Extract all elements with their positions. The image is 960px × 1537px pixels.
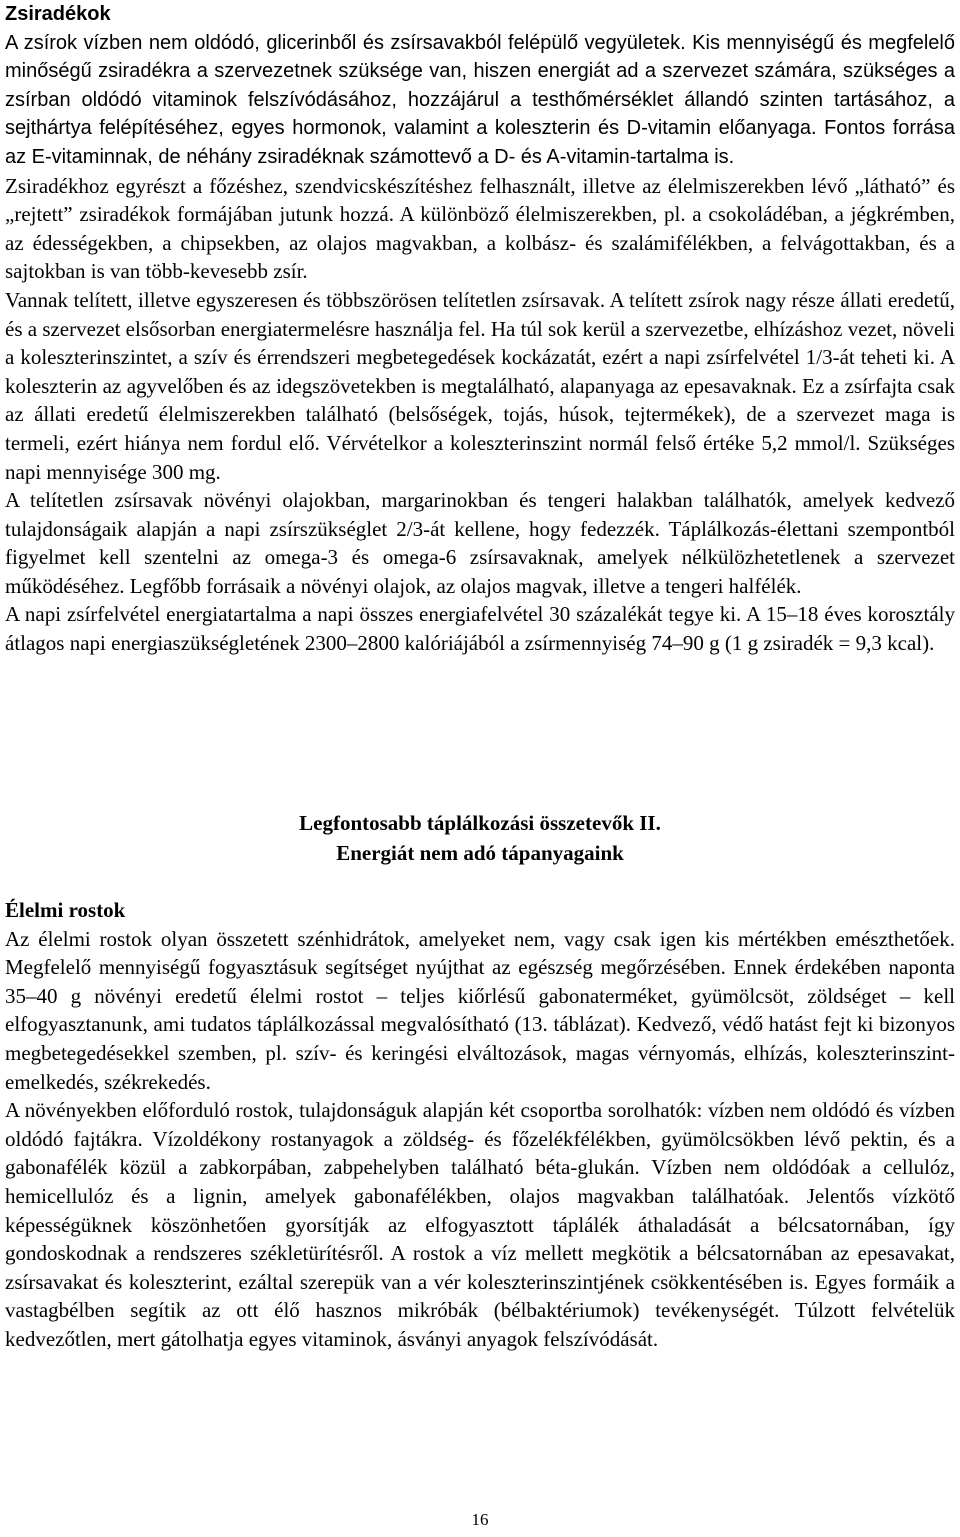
paragraph: A növényekben előforduló rostok, tulajdonságuk alapján két csoportba sorolhatók: vízben nem oldódó és vízben oldódó fajtákra. Vízoldékony rostanyagok a zöldség- és főzelékfélékben, gyümölcsökben lévő pektin, és a gabonafélék közül a zabkorpában, zabpehelyben található béta-glukán. Vízben nem oldódóak a cellulóz, hemicellulóz és a lignin, amelyek gabonafélékben, olajos magvakban találhatóak. Jelentős vízkötő képességüknek köszönhetően gyorsítják az elfogyasztott táplálék áthaladását a bélcsatornában, így gondoskodnak a rendszeres székletürítésről. A rostok a víz mellett megkötik a bélcsatornában az epesavakat, zsírsavakat és koleszterint, ezáltal szerepük van a vér koleszterinszintjének csökkentésében is. Egyes formáik a vastagbélben segítik az ott élő hasznos mikróbák (bélbaktériumok) tevékenységét. Túlzott felvételük kedvezőtlen, mert gátolhatja egyes vitaminok, ásványi anyagok felszívódását. [5, 1098, 955, 1351]
section-elelmi-rostok [5, 896, 955, 1354]
chapter-title: Legfontosabb táplálkozási összetevők II. [299, 811, 661, 835]
chapter-subtitle: Energiát nem adó tápanyagaink [336, 841, 624, 865]
paragraph: A zsírok vízben nem oldódó, glicerinből és zsírsavakból felépülő vegyületek. Kis mennyiségű és megfelelő minőségű zsiradékra a szervezetnek szüksége van, hiszen energiát ad a szervezet számára, szükséges a zsírban oldódó vitaminok felszívódásához, hozzájárul a testhőmérséklet állandó szinten tartásához, a sejthártya felépítéséhez, egyes hormonok, valamint a koleszterin és D-vitamin előanyaga. Fontos forrása az E-vitaminnak, de néhány zsiradéknak számottevő a D- és A-vitamin-tartalma is. [5, 31, 955, 168]
paragraph: A napi zsírfelvétel energiatartalma a napi összes energiafelvétel 30 százalékát tegye ki. A 15–18 éves korosztály átlagos napi energiaszükségletének 2300–2800 kalóriájából a zsírmennyiség 74–90 g (1 g zsiradék = 9,3 kcal). [5, 602, 955, 656]
page-number: 16 [471, 1510, 489, 1529]
paragraph: Zsiradékhoz egyrészt a főzéshez, szendvicskészítéshez felhasznált, illetve az élelmiszerekben lévő „látható” és „rejtett” zsiradékok formájában jutunk hozzá. A különböző élelmiszerekben, pl. a csokoládéban, a jégkrémben, az édességekben, a chipsekben, az olajos magvakban, a kolbász- és szalámifélékben, a felvágottakban, és a sajtokban is van több-kevesebb zsír. [5, 173, 955, 284]
section-heading: Zsiradékok [5, 3, 111, 25]
paragraph: A telítetlen zsírsavak növényi olajokban, margarinokban és tengeri halakban találhatók, amelyek kedvező tulajdonságaik alapján a napi zsírszükséglet 2/3-át kellene, hogy fedezzék. Táplálkozás-élettani szempontból figyelmet kell szentelni az omega-3 és omega-6 zsírsavaknak, amelyek nélkülözhetetlenek a szervezet működéséhez. Legfőbb forrásaik a növényi olajok, az olajos magvak, illetve a tengeri halfélék. [5, 488, 955, 598]
chapter-heading [5, 808, 955, 868]
paragraph: Az élelmi rostok olyan összetett szénhidrátok, amelyeket nem, vagy csak igen kis mértékben emészthetőek. Megfelelő mennyiségű fogyasztásuk segítséget nyújthat az egészség megőrzésében. Ennek érdekében naponta 35–40 g növényi eredetű élelmi rostot – teljes kiőrlésű gabonaterméket, gyümölcsöt, zöldséget – kell elfogyasztanunk, ami tudatos táplálkozással megvalósítható (13. táblázat). Kedvező, védő hatást fejt ki bizonyos megbetegedésekkel szemben, pl. szív- és keringési elváltozások, magas vérnyomás, elhízás, koleszterinszint-emelkedés, székrekedés. [5, 926, 955, 1094]
paragraph: Vannak telített, illetve egyszeresen és többszörösen telítetlen zsírsavak. A telített zsírok nagy része állati eredetű, és a szervezet elsősorban energiatermelésre használja fel. Ha túl sok kerül a szervezetbe, elhízáshoz vezet, növeli a koleszterinszintet, a szív és érrendszeri megbetegedések kockázatát, ezért a napi zsírfelvétel 1/3-át teheti ki. A koleszterin az agyvelőben és az idegszövetekben is megtalálható, alapanyaga az epesavaknak. Ez a zsírfajta csak az állati eredetű élelmiszerekben található (belsőségek, tojás, húsok, tejtermékek), de a szervezet maga is termeli, ezért hiánya nem fordul elő. Vérvételkor a koleszterinszint normál felső értéke 5,2 mmol/l. Szükséges napi mennyisége 300 mg. [5, 287, 955, 484]
section-heading: Élelmi rostok [5, 898, 126, 922]
section-zsiradekok [5, 0, 955, 658]
